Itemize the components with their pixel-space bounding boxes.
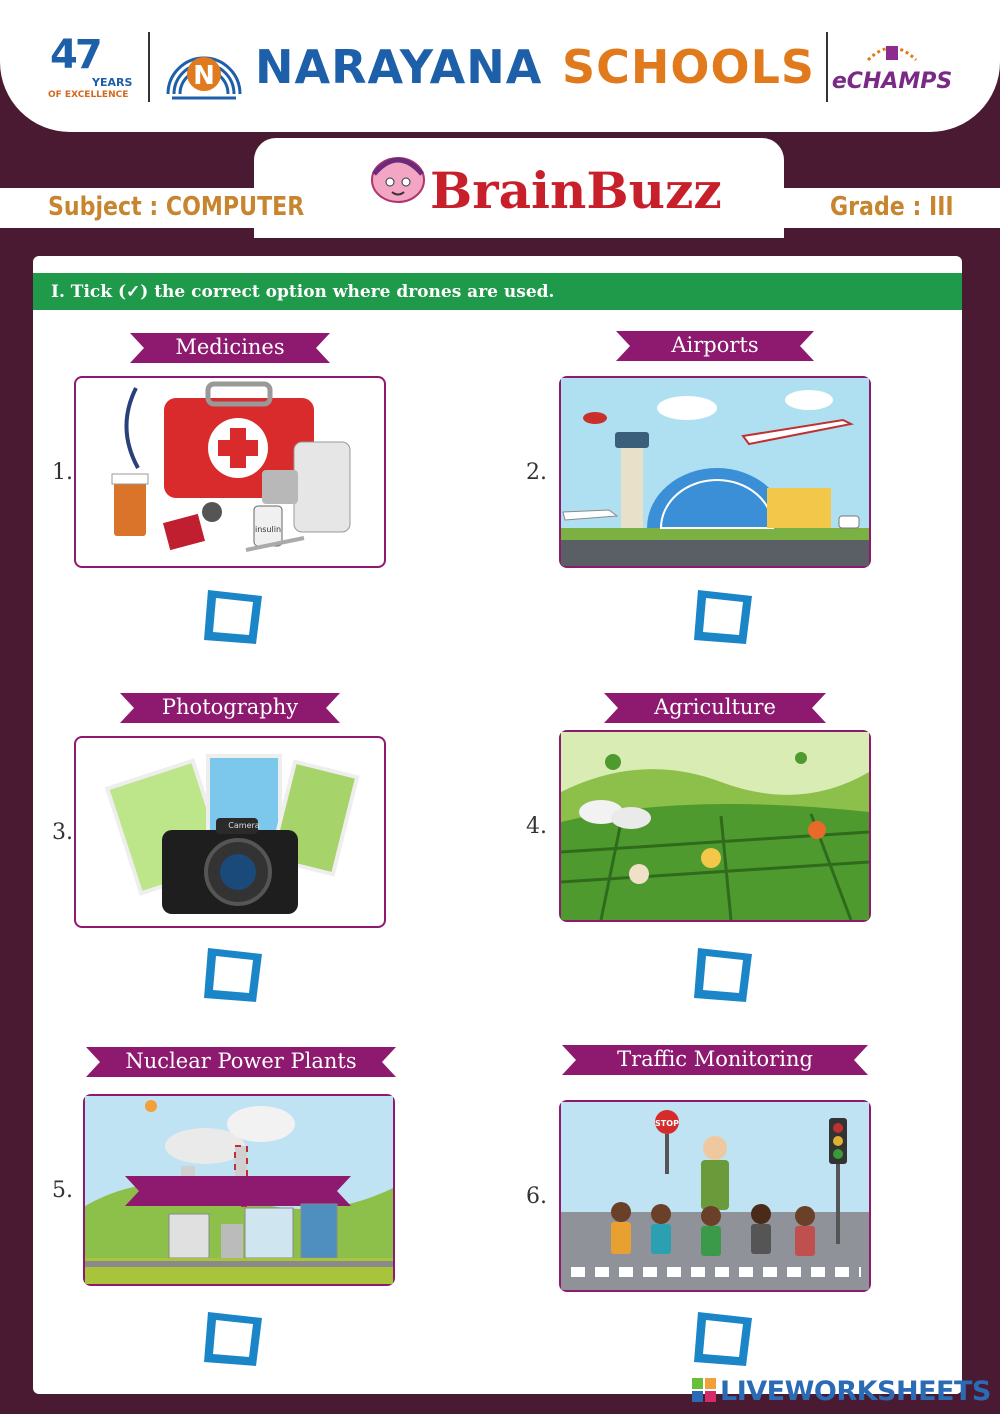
- traffic-crossing-icon: [561, 1102, 869, 1290]
- option-3-checkbox[interactable]: [200, 942, 268, 1008]
- grade-label: Grade : III: [830, 192, 954, 222]
- stop-sign-text: STOP: [655, 1119, 679, 1128]
- header-divider: [148, 32, 150, 102]
- echamps-logo: [831, 40, 953, 96]
- option-1-ribbon: [130, 333, 330, 363]
- option-6-label: Traffic Monitoring: [617, 1047, 813, 1071]
- option-5-image: [83, 1094, 395, 1286]
- liveworksheets-watermark: LIVEWORKSHEETS: [720, 1376, 991, 1407]
- airport-scene-icon: [561, 378, 869, 566]
- option-6-ribbon: [562, 1045, 868, 1075]
- years-of-excellence-logo: [46, 32, 136, 102]
- question-bar: [33, 273, 962, 310]
- camera-photos-icon: [76, 738, 384, 926]
- emblem-letter: N: [193, 61, 215, 91]
- header-divider: [826, 32, 828, 102]
- school-header: [0, 0, 1000, 132]
- option-1-label: Medicines: [175, 335, 285, 359]
- narayana-emblem-icon: [162, 34, 246, 102]
- option-3-image: [74, 736, 386, 928]
- option-4-ribbon: [604, 693, 826, 723]
- option-3-number: 3.: [52, 820, 73, 845]
- farm-field-icon: [561, 732, 869, 920]
- liveworksheets-logo-icon: [692, 1378, 716, 1402]
- option-3-label: Photography: [161, 695, 299, 719]
- power-plant-icon: [85, 1096, 393, 1284]
- option-5-checkbox[interactable]: [200, 1306, 268, 1372]
- option-5-label: Nuclear Power Plants: [125, 1049, 357, 1073]
- option-2-checkbox[interactable]: [690, 584, 758, 650]
- brand-name-schools: SCHOOLS: [562, 40, 816, 94]
- option-5-number: 5.: [52, 1178, 73, 1203]
- years-number: 47: [50, 32, 100, 78]
- option-5-ribbon: [86, 1047, 396, 1077]
- camera-label: Camera: [228, 821, 260, 830]
- option-2-image: [559, 376, 871, 568]
- option-1-image: [74, 376, 386, 568]
- excellence-label: OF EXCELLENCE: [48, 90, 129, 100]
- option-4-checkbox[interactable]: [690, 942, 758, 1008]
- option-2-ribbon: [616, 331, 814, 361]
- insulin-label: insulin: [254, 525, 282, 534]
- brand-name-narayana: NARAYANA: [255, 40, 543, 94]
- option-4-image: [559, 730, 871, 922]
- brainbuzz-title: BrainBuzz: [430, 161, 722, 220]
- option-3-ribbon: [120, 693, 340, 723]
- option-6-number: 6.: [526, 1184, 547, 1209]
- option-1-checkbox[interactable]: [200, 584, 268, 650]
- medical-kit-icon: [76, 378, 384, 566]
- brainbuzz-logo: [366, 140, 722, 224]
- question-text: I. Tick (✓) the correct option where drones are used.: [51, 282, 555, 302]
- option-6-checkbox[interactable]: [690, 1306, 758, 1372]
- echamps-text: eCHAMPS: [831, 69, 953, 94]
- option-6-image: [559, 1100, 871, 1292]
- option-1-number: 1.: [52, 460, 73, 485]
- option-2-number: 2.: [526, 460, 547, 485]
- years-label: YEARS: [92, 76, 133, 89]
- option-4-label: Agriculture: [654, 695, 776, 719]
- option-4-number: 4.: [526, 814, 547, 839]
- option-2-label: Airports: [671, 333, 759, 357]
- subject-label: Subject : COMPUTER: [48, 192, 305, 222]
